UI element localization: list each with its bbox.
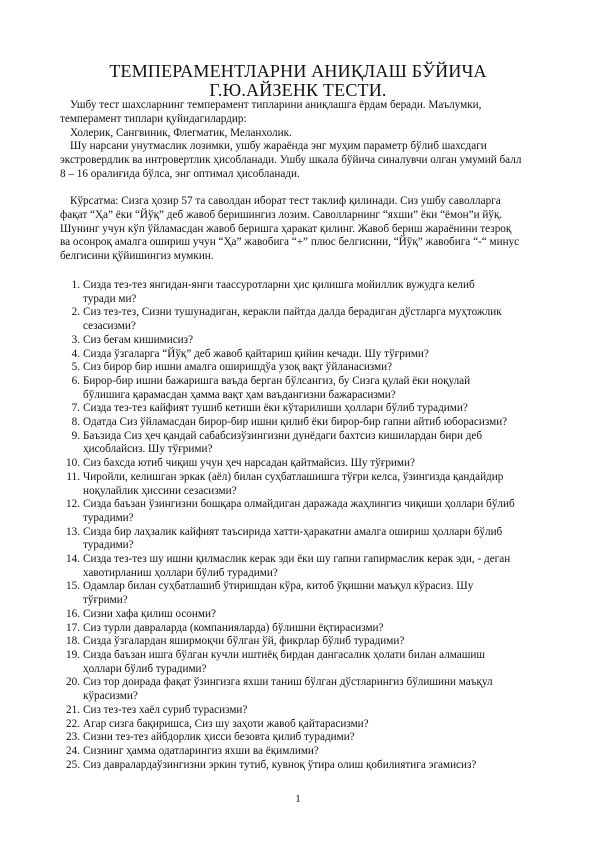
question-text-line: Одатда Сиз ўйламасдан бирор-бир ишни қилиб ёки бирор-бир гапни айтиб юборасизми? bbox=[83, 416, 508, 429]
question-number: 23. bbox=[66, 731, 80, 744]
question-number: 19. bbox=[66, 648, 80, 661]
question-number: 8. bbox=[71, 416, 80, 429]
question-text-line: бўлишига қарамасдан ҳамма вақт ҳам ваъдангизни бажарасизми? bbox=[83, 388, 396, 401]
question-number: 2. bbox=[71, 306, 80, 319]
question-text-line: Одамлар билан суҳбатлашиб ўтиришдан кўра, китоб ўқишни маъқул кўрасиз. Шу bbox=[83, 580, 474, 593]
question-item bbox=[62, 471, 562, 498]
question-item bbox=[62, 553, 562, 580]
instructions-line-1: Кўрсатма: Сизга ҳозир 57 та саволдан иборат тест таклиф қилинади. Сиз ушбу саволларга bbox=[70, 195, 501, 207]
question-number: 20. bbox=[66, 676, 80, 689]
question-text-line: Сизда тез-тез янгидан-янги таассуротларни ҳис қилишга мойиллик вужудга келиб bbox=[83, 279, 475, 291]
question-number: 17. bbox=[66, 621, 80, 634]
question-number: 9. bbox=[71, 429, 80, 442]
question-item bbox=[62, 361, 562, 375]
question-item bbox=[62, 718, 562, 732]
question-text-line: Сизда тез-тез кайфият тушиб кетиши ёки кўтарилиши ҳоллари бўлиб турадими? bbox=[83, 402, 468, 415]
question-text-line: Сиз тор доирада фақат ўзингизга яхши таниш бўлган дўстларингиз бўлишини маъқул bbox=[83, 676, 493, 689]
question-text-line: Сизнинг ҳамма одатларингиз яхши ва ёқимлими? bbox=[83, 744, 319, 757]
question-text-line: Сиз бахсда ютиб чиқиш учун ҳеч нарсадан қайтмайсиз. Шу тўғрими? bbox=[83, 457, 415, 470]
question-text-line: Сиз тез-тез, Сизни тушунадиган, керакли пайтда далда берадиган дўстларга муҳтожлик bbox=[83, 306, 502, 319]
question-text-line: туради ми? bbox=[83, 292, 137, 305]
question-number: 15. bbox=[66, 580, 80, 593]
question-number: 5. bbox=[71, 361, 80, 374]
question-item bbox=[62, 635, 562, 649]
question-text-line: сезасизми? bbox=[83, 320, 136, 333]
question-number: 14. bbox=[66, 553, 80, 566]
question-number: 6. bbox=[71, 374, 80, 387]
instructions-line-3: Шунинг учун кўп ўйламасдан жавоб беришга ҳаракат қилинг. Жавоб бериш жараёнини тезроқ bbox=[60, 223, 512, 235]
question-number: 4. bbox=[71, 347, 80, 360]
question-number: 24. bbox=[66, 744, 80, 757]
question-list bbox=[62, 279, 562, 772]
question-text-line: ҳисоблайсиз. Шу тўғрими? bbox=[83, 443, 213, 456]
question-text-line: Сиз беғам кишимисиз? bbox=[83, 333, 194, 346]
title-line-2: Г.Ю.АЙЗЕНК ТЕСТИ. bbox=[209, 80, 387, 100]
question-number: 18. bbox=[66, 635, 80, 648]
question-text-line: ноқулайлик ҳиссини сезасизми? bbox=[83, 484, 237, 497]
question-item bbox=[62, 498, 562, 525]
question-item bbox=[62, 676, 562, 703]
intro-line-1: Ушбу тест шахсларнинг темперамент типларини аниқлашга ёрдам беради. Маълумки, bbox=[70, 99, 482, 111]
question-item bbox=[62, 402, 562, 416]
question-item bbox=[62, 375, 562, 402]
intro-line-2: темперамент типлари қуйидагилардир: bbox=[60, 113, 247, 125]
question-text-line: Сизда бир лаҳзалик кайфият таъсирида хатти-ҳаракатни амалга ошириш ҳоллари бўлиб bbox=[83, 525, 503, 538]
question-text-line: турадими? bbox=[83, 539, 134, 552]
intro-line-5: экстровердлик ва интровертлик ҳисобланади. Ушбу шкала бўйича синалувчи олган умумий балл bbox=[60, 154, 522, 166]
question-text-line: Чиройли, келишган эркак (аёл) билан суҳбатлашишга тўғри келса, ўзингизда қандайдир bbox=[83, 470, 504, 483]
question-text-line: Сиз бирор бир ишни амалга оширишдўа узоқ вақт ўйланасизми? bbox=[83, 361, 393, 374]
intro-line-3: Холерик, Сангвиник, Флегматик, Меланхолик. bbox=[70, 127, 292, 139]
intro-line-6: 8 – 16 оралиғида бўлса, энг оптимал ҳисобланади. bbox=[60, 168, 300, 180]
question-item bbox=[62, 759, 562, 773]
question-item bbox=[62, 416, 562, 430]
question-item bbox=[62, 279, 562, 306]
question-text-line: хавотирланиш ҳоллари бўлиб турадими? bbox=[83, 566, 278, 579]
question-text-line: Сиз давралардаўзингизни эркин тутиб, кувноқ ўтира олиш қобилиятига эгамисиз? bbox=[83, 758, 477, 771]
question-item bbox=[62, 580, 562, 607]
question-item bbox=[62, 622, 562, 636]
instructions-line-5: белгисини қўйишингиз мумкин. bbox=[60, 250, 214, 262]
question-text-line: турадими? bbox=[83, 511, 134, 524]
question-number: 16. bbox=[66, 607, 80, 620]
question-text-line: Баъзида Сиз ҳеч қандай сабабсизўзингизни дунёдаги бахтсиз кишилардан бири деб bbox=[83, 429, 483, 442]
question-text-line: ҳоллари бўлиб турадими? bbox=[83, 662, 207, 675]
question-number: 11. bbox=[66, 470, 80, 483]
question-item bbox=[62, 334, 562, 348]
question-text-line: тўғрими? bbox=[83, 594, 128, 607]
question-text-line: Сизни тез-тез айбдорлик ҳисси безовта қилиб турадими? bbox=[83, 731, 355, 744]
question-text-line: Сиз тез-тез хаёл суриб турасизми? bbox=[83, 703, 248, 716]
question-number: 1. bbox=[71, 279, 80, 291]
intro-line-4: Шу нарсани унутмаслик лозимки, ушбу жараёнда энг муҳим параметр бўлиб шахсдаги bbox=[70, 140, 487, 152]
question-number: 10. bbox=[66, 457, 80, 470]
question-number: 12. bbox=[66, 498, 80, 511]
question-text-line: Сизда ўзгалардан яширмоқчи бўлган ўй, фикрлар бўлиб турадими? bbox=[83, 635, 405, 648]
question-text-line: Агар сизга бақиришса, Сиз шу заҳоти жавоб қайтарасизми? bbox=[83, 717, 369, 730]
question-item bbox=[62, 526, 562, 553]
question-item bbox=[62, 348, 562, 362]
question-item bbox=[62, 306, 562, 333]
instructions-line-2: фақат “Ҳа” ёки “Йўқ” деб жавоб беришингиз лозим. Саволларнинг “яхши” ёки “ёмон”и йўқ. bbox=[60, 209, 503, 221]
question-item bbox=[62, 430, 562, 457]
question-number: 22. bbox=[66, 717, 80, 730]
question-text-line: кўрасизми? bbox=[83, 690, 138, 703]
question-number: 3. bbox=[71, 333, 80, 346]
instructions-line-4: ва осонроқ амалга ошириш учун “Ҳа” жавобига “+” плюс белгисини, “Йўқ” жавобига “-“ минус bbox=[60, 236, 520, 248]
question-text-line: Сиз турли давраларда (компанияларда) бўлишни ёқтирасизми? bbox=[83, 621, 384, 634]
question-text-line: Сизда ўзгаларга “Йўқ” деб жавоб қайтариш қийин кечади. Шу тўғрими? bbox=[83, 347, 429, 360]
question-number: 7. bbox=[71, 402, 80, 415]
page-number: 1 bbox=[295, 793, 301, 805]
question-item bbox=[62, 745, 562, 759]
question-text-line: Сизни хафа қилиш осонми? bbox=[83, 607, 216, 620]
question-number: 21. bbox=[66, 703, 80, 716]
question-text-line: Сизда тез-тез шу ишни қилмаслик керак эди ёки шу гапни гапирмаслик керак эди, - деган bbox=[83, 553, 511, 566]
question-item bbox=[62, 457, 562, 471]
question-item bbox=[62, 649, 562, 676]
question-text-line: Сизда баъзан ишга бўлган кучли иштиёқ бирдан дангасалик ҳолати билан алмашиш bbox=[83, 648, 485, 661]
title-line-1: ТЕМПЕРАМЕНТЛАРНИ АНИҚЛАШ БЎЙИЧА bbox=[109, 61, 487, 81]
question-item bbox=[62, 731, 562, 745]
question-text-line: Бирор-бир ишни бажаришга ваъда берган бўлсангиз, бу Сизга қулай ёки ноқулай bbox=[83, 374, 471, 387]
question-item bbox=[62, 608, 562, 622]
question-text-line: Сизда баъзан ўзингизни бошқара олмайдиган даражада жаҳлингиз чиқиши ҳоллари бўлиб bbox=[83, 498, 515, 511]
question-number: 13. bbox=[66, 525, 80, 538]
question-item bbox=[62, 704, 562, 718]
question-number: 25. bbox=[66, 758, 80, 771]
